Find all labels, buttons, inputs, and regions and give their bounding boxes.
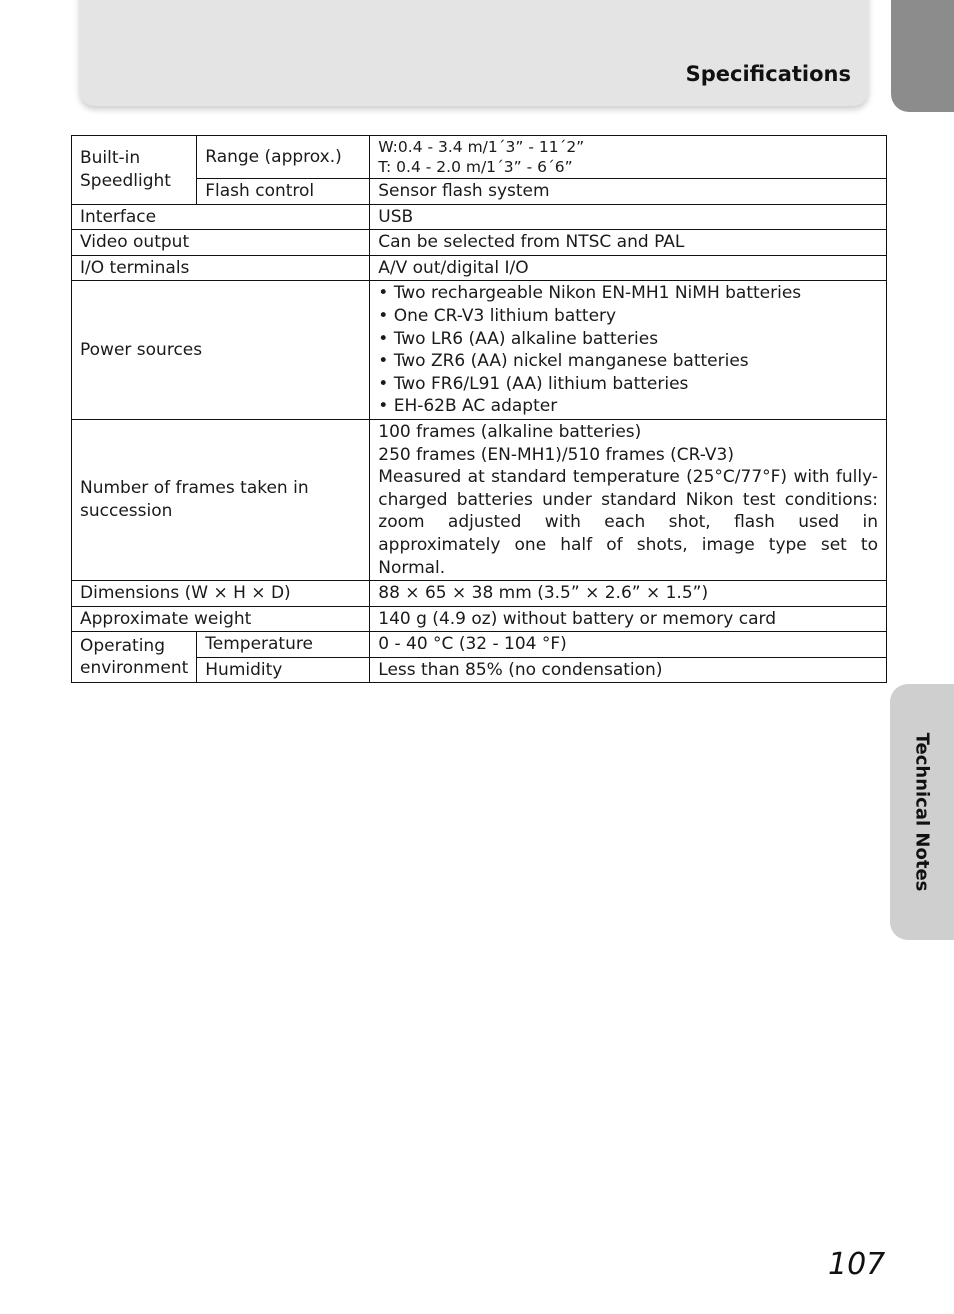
table-row <box>72 230 887 256</box>
list-item: • One CR-V3 lithium battery <box>378 305 617 326</box>
list-item: • Two FR6/L91 (AA) lithium batteries <box>378 373 689 394</box>
list-item: • Two LR6 (AA) alkaline batteries <box>378 328 659 349</box>
dimensions-value: 88 × 65 × 38 mm (3.5” × 2.6” × 1.5”) <box>370 581 887 607</box>
humidity-value: Less than 85% (no condensation) <box>370 657 887 683</box>
corner-tab <box>891 0 954 112</box>
frames-value <box>370 419 887 580</box>
range-label: Range (approx.) <box>197 136 370 179</box>
specifications-table <box>71 135 887 683</box>
frames-other: 250 frames (EN-MH1)/510 frames (CR-V3) <box>378 444 735 465</box>
frames-label: Number of frames taken in succession <box>72 419 370 580</box>
interface-value: USB <box>370 204 887 230</box>
page-title: Specifications <box>685 62 851 86</box>
range-tele: T: 0.4 - 2.0 m/1´3” - 6´6” <box>378 158 573 176</box>
video-output-label: Video output <box>72 230 370 256</box>
weight-value: 140 g (4.9 oz) without battery or memory card <box>370 606 887 632</box>
flash-control-value: Sensor flash system <box>370 179 887 205</box>
header-band <box>79 0 869 106</box>
video-output-value: Can be selected from NTSC and PAL <box>370 230 887 256</box>
environment-label: Operating environment <box>72 632 197 683</box>
interface-label: Interface <box>72 204 370 230</box>
list-item: • Two rechargeable Nikon EN-MH1 NiMH batteries <box>378 283 802 304</box>
table-row <box>72 255 887 281</box>
list-item: • EH-62B AC adapter <box>378 396 558 417</box>
section-tab <box>890 684 954 940</box>
io-terminals-label: I/O terminals <box>72 255 370 281</box>
range-wide: W:0.4 - 3.4 m/1´3” - 11´2” <box>378 138 585 156</box>
power-sources-label: Power sources <box>72 281 370 420</box>
range-value <box>370 136 887 179</box>
flash-control-label: Flash control <box>197 179 370 205</box>
table-row <box>72 281 887 420</box>
table-row <box>72 581 887 607</box>
page-number: 107 <box>828 1247 886 1282</box>
temperature-label: Temperature <box>197 632 370 658</box>
power-sources-value <box>370 281 887 420</box>
dimensions-label: Dimensions (W × H × D) <box>72 581 370 607</box>
weight-label: Approximate weight <box>72 606 370 632</box>
table-row <box>72 606 887 632</box>
temperature-value: 0 - 40 °C (32 - 104 °F) <box>370 632 887 658</box>
frames-note: Measured at standard temperature (25°C/77°F) with fully-charged batteries under standard Nikon test conditions: zoom adjusted with each shot, flash used in approximately one half of shots, image type set to Normal. <box>378 467 878 578</box>
humidity-label: Humidity <box>197 657 370 683</box>
table-row <box>72 632 887 658</box>
io-terminals-value: A/V out/digital I/O <box>370 255 887 281</box>
section-tab-label: Technical Notes <box>911 732 933 892</box>
frames-alkaline: 100 frames (alkaline batteries) <box>378 421 642 442</box>
speedlight-label: Built-in Speedlight <box>72 136 197 205</box>
table-row <box>72 419 887 580</box>
table-row <box>72 204 887 230</box>
list-item: • Two ZR6 (AA) nickel manganese batteries <box>378 351 749 372</box>
table-row <box>72 136 887 179</box>
